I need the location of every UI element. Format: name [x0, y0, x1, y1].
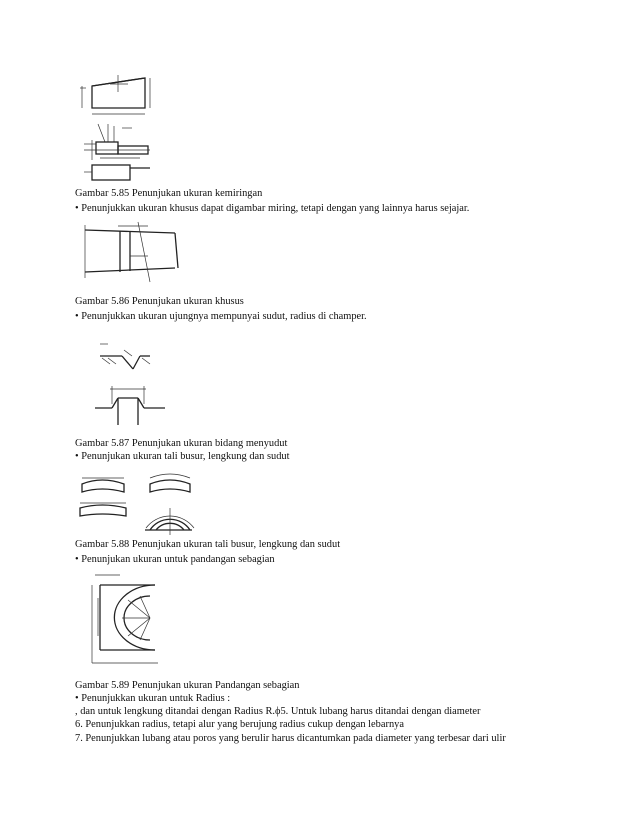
bullet-partial-view: • Penunjukan ukuran untuk pandangan sebagian — [75, 554, 275, 565]
bullet-special-dimension: • Penunjukkan ukuran khusus dapat digambar miring, tetapi dengan yang lainnya harus sejajar. — [75, 203, 470, 214]
caption-figure-5-88: Gambar 5.88 Penunjukan ukuran tali busur, lengkung dan sudut — [75, 539, 341, 550]
caption-figure-5-87: Gambar 5.87 Penunjukan ukuran bidang menyudut — [75, 438, 288, 449]
figure-5-89-partial-view — [92, 575, 158, 663]
item-7-threaded-hole: 7. Penunjukkan lubang atau poros yang berulir harus dicantumkan pada diameter yang terbesar dari ulir — [75, 733, 506, 744]
item-6-radius-groove: 6. Penunjukkan radius, tetapi alur yang berujung radius cukup dengan lebarnya — [75, 719, 404, 730]
bullet-end-angle: • Penunjukkan ukuran ujungnya mempunyai sudut, radius di champer. — [75, 311, 367, 322]
bullet-chord-arc-angle: • Penunjukan ukuran tali busur, lengkung dan sudut — [75, 451, 290, 462]
radius-description: , dan untuk lengkung ditandai dengan Radius R.ϕ5. Untuk lubang harus ditandai dengan diameter — [75, 706, 481, 717]
caption-figure-5-89: Gambar 5.89 Penunjukan ukuran Pandangan sebagian — [75, 680, 300, 691]
caption-figure-5-85: Gambar 5.85 Penunjukan ukuran kemiringan — [75, 188, 263, 199]
bullet-radius: • Penunjukkan ukuran untuk Radius : — [75, 693, 231, 704]
caption-figure-5-86: Gambar 5.86 Penunjukan ukuran khusus — [75, 296, 244, 307]
